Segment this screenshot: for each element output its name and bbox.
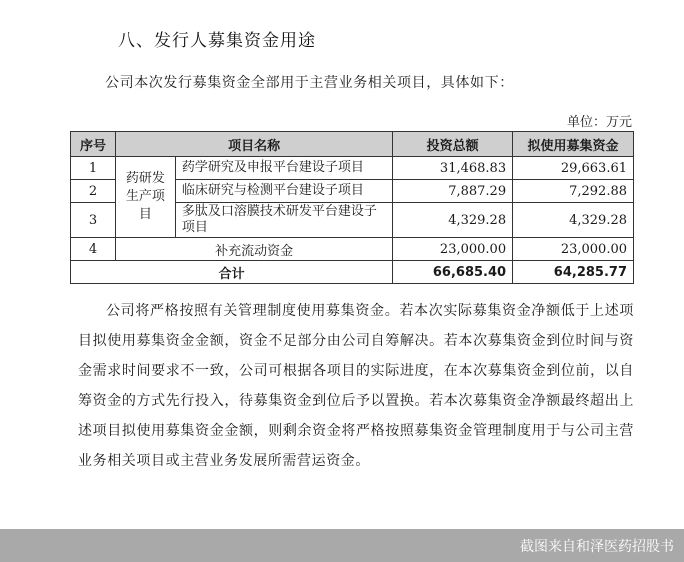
header-total-investment: 投资总额 (393, 132, 513, 157)
total-investment: 66,685.40 (393, 261, 513, 284)
project-category: 药研发生产项目 (115, 157, 175, 238)
fund-use-table (70, 131, 634, 284)
header-raised-funds: 拟使用募集资金 (513, 132, 634, 157)
row-project-name: 补充流动资金 (115, 238, 392, 261)
row-total-investment: 31,468.83 (393, 157, 513, 180)
row-total-investment: 23,000.00 (393, 238, 513, 261)
row-no: 2 (71, 180, 116, 203)
row-project-name: 药学研究及申报平台建设子项目 (175, 157, 392, 180)
total-raised-funds: 64,285.77 (513, 261, 634, 284)
intro-text: 公司本次发行募集资金全部用于主营业务相关项目，具体如下： (105, 75, 514, 91)
row-raised-funds: 29,663.61 (513, 157, 634, 180)
total-label: 合计 (71, 261, 393, 284)
row-raised-funds: 4,329.28 (513, 203, 634, 238)
row-no: 4 (71, 238, 116, 261)
body-paragraph: 公司将严格按照有关管理制度使用募集资金。若本次实际募集资金净额低于上述项目拟使用募集资金金额，资金不足部分由公司自筹解决。若本次募集资金到位时间与资金需求时间要求不一致，公司可根据各项目的实际进度，在本次募集资金到位前，以自筹资金的方式先行投入，待募集资金到位后予以置换。若本次募集资金净额最终超出上述项目拟使用募集资金金额，则剩余资金将严格按照募集资金管理制度用于与公司主营业务相关项目或主营业务发展所需营运资金。 (78, 303, 634, 469)
table-total-row (71, 261, 634, 284)
row-project-name: 多肽及口溶膜技术研发平台建设子项目 (175, 203, 392, 238)
section-title: 八、发行人募集资金用途 (118, 31, 316, 51)
row-raised-funds: 7,292.88 (513, 180, 634, 203)
table-header-row (71, 132, 634, 157)
table-row (71, 238, 634, 261)
row-project-name: 临床研究与检测平台建设子项目 (175, 180, 392, 203)
source-caption: 截图来自和泽医药招股书 (520, 539, 674, 555)
row-total-investment: 7,887.29 (393, 180, 513, 203)
row-total-investment: 4,329.28 (393, 203, 513, 238)
footer-bar (0, 529, 684, 562)
header-no: 序号 (71, 132, 116, 157)
row-no: 1 (71, 157, 116, 180)
table-row (71, 157, 634, 180)
header-project-name: 项目名称 (115, 132, 392, 157)
unit-label: 单位：万元 (566, 115, 632, 130)
row-raised-funds: 23,000.00 (513, 238, 634, 261)
row-no: 3 (71, 203, 116, 238)
